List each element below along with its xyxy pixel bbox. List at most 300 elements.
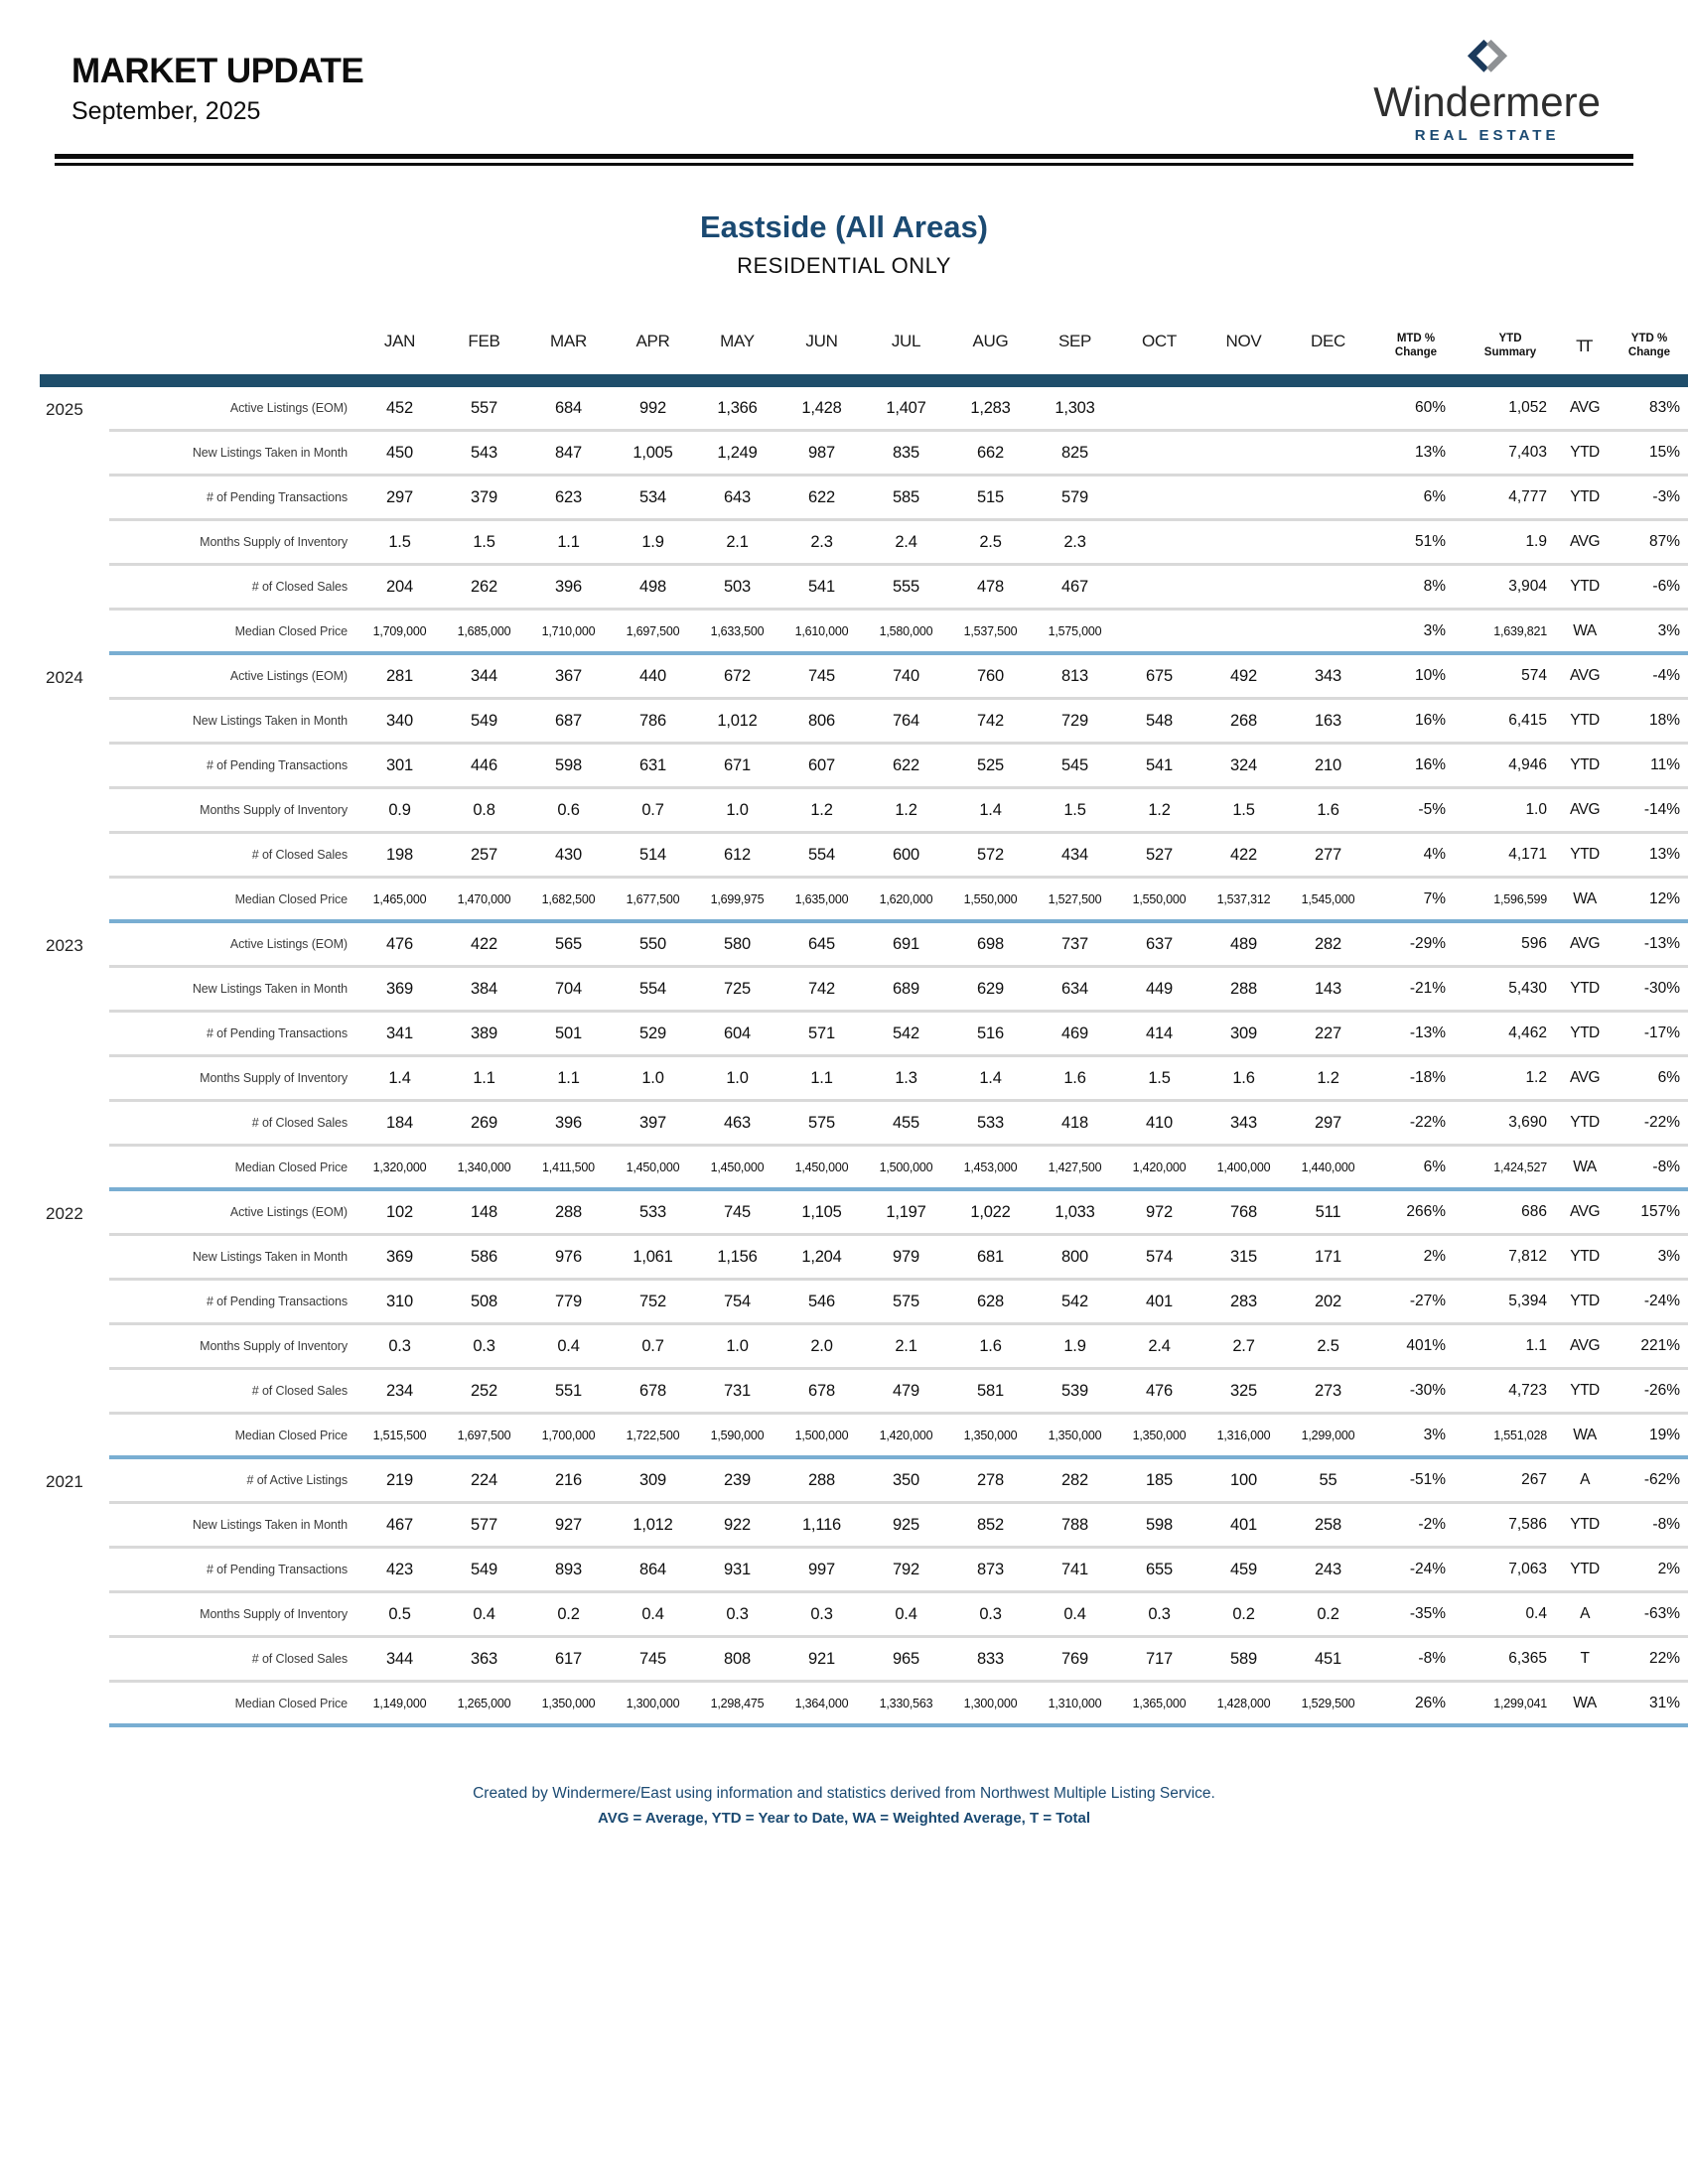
row-label: # of Pending Transactions xyxy=(109,1013,357,1057)
month-value-cell: 410 xyxy=(1117,1102,1201,1147)
area-title: Eastside (All Areas) xyxy=(699,209,989,244)
month-value-cell: 401 xyxy=(1117,1281,1201,1325)
year-label xyxy=(40,611,109,655)
month-value-cell: 689 xyxy=(864,968,948,1013)
month-value-cell: 742 xyxy=(779,968,864,1013)
month-value-cell: 581 xyxy=(948,1370,1033,1415)
month-value-cell: 864 xyxy=(611,1549,695,1593)
ytd-change-cell: 15% xyxy=(1611,432,1688,477)
month-value-cell: 1,303 xyxy=(1033,387,1117,432)
col-header-month: OCT xyxy=(1142,332,1177,350)
ytd-change-cell: 11% xyxy=(1611,745,1688,789)
month-value-cell: 1,620,000 xyxy=(864,879,948,923)
month-value-cell: 1,428 xyxy=(779,387,864,432)
ytd-summary-cell: 4,946 xyxy=(1462,745,1559,789)
month-value-cell: 459 xyxy=(1201,1549,1286,1593)
month-value-cell: 281 xyxy=(357,655,442,700)
report-title: MARKET UPDATE xyxy=(71,52,364,90)
col-header-month: NOV xyxy=(1225,332,1262,350)
ytd-summary-cell: 4,462 xyxy=(1462,1013,1559,1057)
ytd-summary-cell: 1.2 xyxy=(1462,1057,1559,1102)
month-value-cell: 617 xyxy=(526,1638,611,1683)
month-value-cell: 745 xyxy=(611,1638,695,1683)
summary-type-cell: YTD xyxy=(1559,432,1611,477)
month-value-cell: 1,427,500 xyxy=(1033,1147,1117,1191)
month-value-cell: 288 xyxy=(1201,968,1286,1013)
month-value-cell: 1,697,500 xyxy=(442,1415,526,1459)
month-value-cell xyxy=(1286,611,1370,655)
month-value-cell: 227 xyxy=(1286,1013,1370,1057)
col-header-summary: YTD Summary xyxy=(1483,333,1537,358)
month-value-cell: 1,545,000 xyxy=(1286,879,1370,923)
month-value-cell: 1.4 xyxy=(357,1057,442,1102)
year-label xyxy=(40,1370,109,1415)
month-value-cell: 0.2 xyxy=(1286,1593,1370,1638)
year-label xyxy=(40,521,109,566)
month-value-cell xyxy=(1286,566,1370,611)
report-date: September, 2025 xyxy=(71,97,261,125)
month-value-cell: 1,420,000 xyxy=(864,1415,948,1459)
month-value-cell: 1,685,000 xyxy=(442,611,526,655)
ytd-summary-cell: 7,403 xyxy=(1462,432,1559,477)
row-label: Median Closed Price xyxy=(109,1147,357,1191)
month-value-cell: 622 xyxy=(864,745,948,789)
month-value-cell: 467 xyxy=(357,1504,442,1549)
month-value-cell: 479 xyxy=(864,1370,948,1415)
month-value-cell: 542 xyxy=(1033,1281,1117,1325)
month-value-cell: 324 xyxy=(1201,745,1286,789)
month-value-cell: 1,265,000 xyxy=(442,1683,526,1727)
summary-type-cell: YTD xyxy=(1559,566,1611,611)
month-value-cell: 754 xyxy=(695,1281,779,1325)
ytd-change-cell: -4% xyxy=(1611,655,1688,700)
month-value-cell: 1,149,000 xyxy=(357,1683,442,1727)
month-value-cell: 1,411,500 xyxy=(526,1147,611,1191)
month-value-cell: 645 xyxy=(779,923,864,968)
month-value-cell: 0.3 xyxy=(779,1593,864,1638)
mtd-change-cell: -30% xyxy=(1370,1370,1462,1415)
month-value-cell: 0.5 xyxy=(357,1593,442,1638)
month-value-cell: 239 xyxy=(695,1459,779,1504)
month-value-cell: 1.4 xyxy=(948,789,1033,834)
summary-type-cell: YTD xyxy=(1559,1504,1611,1549)
month-value-cell xyxy=(1117,387,1201,432)
footer xyxy=(0,1785,1688,1827)
month-value-cell: 847 xyxy=(526,432,611,477)
row-label: Active Listings (EOM) xyxy=(109,923,357,968)
summary-type-cell: A xyxy=(1559,1459,1611,1504)
month-value-cell: 1,249 xyxy=(695,432,779,477)
month-value-cell: 637 xyxy=(1117,923,1201,968)
month-value-cell: 542 xyxy=(864,1013,948,1057)
month-value-cell: 976 xyxy=(526,1236,611,1281)
row-label: # of Pending Transactions xyxy=(109,1549,357,1593)
row-label: # of Pending Transactions xyxy=(109,1281,357,1325)
month-value-cell: 315 xyxy=(1201,1236,1286,1281)
month-value-cell: 1,400,000 xyxy=(1201,1147,1286,1191)
month-value-cell: 100 xyxy=(1201,1459,1286,1504)
month-value-cell: 1,365,000 xyxy=(1117,1683,1201,1727)
col-header-label-spacer xyxy=(109,319,357,374)
summary-type-cell: YTD xyxy=(1559,968,1611,1013)
month-value-cell: 612 xyxy=(695,834,779,879)
month-value-cell: 549 xyxy=(442,700,526,745)
month-value-cell: 571 xyxy=(779,1013,864,1057)
month-value-cell: 2.3 xyxy=(1033,521,1117,566)
month-value-cell: 0.4 xyxy=(442,1593,526,1638)
month-value-cell: 813 xyxy=(1033,655,1117,700)
month-value-cell: 350 xyxy=(864,1459,948,1504)
col-header-month: JUN xyxy=(805,332,838,350)
month-value-cell: 0.4 xyxy=(864,1593,948,1638)
month-value-cell: 389 xyxy=(442,1013,526,1057)
month-value-cell: 1.6 xyxy=(1286,789,1370,834)
row-label: Active Listings (EOM) xyxy=(109,1191,357,1236)
month-value-cell: 779 xyxy=(526,1281,611,1325)
year-label xyxy=(40,1147,109,1191)
row-label: # of Closed Sales xyxy=(109,1638,357,1683)
month-value-cell: 725 xyxy=(695,968,779,1013)
mtd-change-cell: -2% xyxy=(1370,1504,1462,1549)
year-label xyxy=(40,700,109,745)
row-label: Median Closed Price xyxy=(109,879,357,923)
month-value-cell: 921 xyxy=(779,1638,864,1683)
month-value-cell: 623 xyxy=(526,477,611,521)
summary-type-cell: AVG xyxy=(1559,1057,1611,1102)
month-value-cell: 343 xyxy=(1286,655,1370,700)
ytd-change-cell: -63% xyxy=(1611,1593,1688,1638)
month-value-cell: 516 xyxy=(948,1013,1033,1057)
month-value-cell: 835 xyxy=(864,432,948,477)
month-value-cell: 931 xyxy=(695,1549,779,1593)
month-value-cell: 852 xyxy=(948,1504,1033,1549)
ytd-change-cell: -8% xyxy=(1611,1147,1688,1191)
mtd-change-cell: -13% xyxy=(1370,1013,1462,1057)
mtd-change-cell: 26% xyxy=(1370,1683,1462,1727)
month-value-cell: 1,197 xyxy=(864,1191,948,1236)
month-value-cell: 965 xyxy=(864,1638,948,1683)
table-header-rule xyxy=(40,374,1688,387)
month-value-cell: 579 xyxy=(1033,477,1117,521)
year-label: 2023 xyxy=(46,935,83,955)
month-value-cell: 243 xyxy=(1286,1549,1370,1593)
month-value-cell: 873 xyxy=(948,1549,1033,1593)
month-value-cell: 1,633,500 xyxy=(695,611,779,655)
year-label: 2021 xyxy=(46,1471,83,1491)
month-value-cell: 729 xyxy=(1033,700,1117,745)
mtd-change-cell: -8% xyxy=(1370,1638,1462,1683)
col-header-month: MAR xyxy=(550,332,587,350)
month-value-cell: 672 xyxy=(695,655,779,700)
ytd-summary-cell: 686 xyxy=(1462,1191,1559,1236)
month-value-cell: 0.9 xyxy=(357,789,442,834)
month-value-cell xyxy=(1117,566,1201,611)
mtd-change-cell: 3% xyxy=(1370,1415,1462,1459)
month-value-cell: 806 xyxy=(779,700,864,745)
month-value-cell: 0.2 xyxy=(1201,1593,1286,1638)
month-value-cell: 554 xyxy=(611,968,695,1013)
month-value-cell: 1.0 xyxy=(611,1057,695,1102)
month-value-cell: 469 xyxy=(1033,1013,1117,1057)
month-value-cell: 268 xyxy=(1201,700,1286,745)
year-label xyxy=(40,477,109,521)
mtd-change-cell: 6% xyxy=(1370,1147,1462,1191)
month-value-cell: 1.2 xyxy=(1286,1057,1370,1102)
ytd-change-cell: 3% xyxy=(1611,1236,1688,1281)
month-value-cell: 55 xyxy=(1286,1459,1370,1504)
month-value-cell: 575 xyxy=(864,1281,948,1325)
month-value-cell: 384 xyxy=(442,968,526,1013)
month-value-cell: 273 xyxy=(1286,1370,1370,1415)
month-value-cell: 184 xyxy=(357,1102,442,1147)
mtd-change-cell: 16% xyxy=(1370,700,1462,745)
month-value-cell: 309 xyxy=(1201,1013,1286,1057)
month-value-cell: 492 xyxy=(1201,655,1286,700)
year-label xyxy=(40,745,109,789)
mtd-change-cell: 16% xyxy=(1370,745,1462,789)
month-value-cell: 282 xyxy=(1033,1459,1117,1504)
ytd-summary-cell: 4,171 xyxy=(1462,834,1559,879)
ytd-change-cell: -24% xyxy=(1611,1281,1688,1325)
mtd-change-cell: 6% xyxy=(1370,477,1462,521)
month-value-cell: 143 xyxy=(1286,968,1370,1013)
ytd-change-cell: -6% xyxy=(1611,566,1688,611)
month-value-cell xyxy=(1117,611,1201,655)
ytd-summary-cell: 3,904 xyxy=(1462,566,1559,611)
month-value-cell xyxy=(1201,432,1286,477)
month-value-cell: 987 xyxy=(779,432,864,477)
month-value-cell: 925 xyxy=(864,1504,948,1549)
month-value-cell: 678 xyxy=(779,1370,864,1415)
mtd-change-cell: -27% xyxy=(1370,1281,1462,1325)
month-value-cell: 1,590,000 xyxy=(695,1415,779,1459)
month-value-cell: 1,550,000 xyxy=(948,879,1033,923)
month-value-cell: 0.4 xyxy=(526,1325,611,1370)
month-value-cell: 515 xyxy=(948,477,1033,521)
ytd-summary-cell: 596 xyxy=(1462,923,1559,968)
month-value-cell: 309 xyxy=(611,1459,695,1504)
month-value-cell: 340 xyxy=(357,700,442,745)
month-value-cell: 549 xyxy=(442,1549,526,1593)
month-value-cell: 1,500,000 xyxy=(779,1415,864,1459)
month-value-cell: 1,527,500 xyxy=(1033,879,1117,923)
month-value-cell xyxy=(1117,521,1201,566)
month-value-cell: 1.5 xyxy=(1117,1057,1201,1102)
month-value-cell: 489 xyxy=(1201,923,1286,968)
row-label: # of Closed Sales xyxy=(109,834,357,879)
month-value-cell: 397 xyxy=(611,1102,695,1147)
month-value-cell: 529 xyxy=(611,1013,695,1057)
month-value-cell: 1,635,000 xyxy=(779,879,864,923)
row-label: New Listings Taken in Month xyxy=(109,432,357,477)
month-value-cell: 607 xyxy=(779,745,864,789)
ytd-summary-cell: 3,690 xyxy=(1462,1102,1559,1147)
month-value-cell xyxy=(1286,432,1370,477)
ytd-change-cell: 221% xyxy=(1611,1325,1688,1370)
month-value-cell xyxy=(1286,477,1370,521)
summary-type-cell: YTD xyxy=(1559,745,1611,789)
month-value-cell: 1,580,000 xyxy=(864,611,948,655)
month-value-cell: 550 xyxy=(611,923,695,968)
row-label: # of Closed Sales xyxy=(109,1370,357,1415)
month-value-cell: 0.3 xyxy=(1117,1593,1201,1638)
summary-type-cell: AVG xyxy=(1559,789,1611,834)
month-value-cell: 745 xyxy=(695,1191,779,1236)
row-label: Months Supply of Inventory xyxy=(109,1593,357,1638)
col-header-month: JUL xyxy=(891,332,921,350)
month-value-cell: 1,677,500 xyxy=(611,879,695,923)
month-value-cell: 2.1 xyxy=(864,1325,948,1370)
summary-type-cell: YTD xyxy=(1559,1013,1611,1057)
month-value-cell: 204 xyxy=(357,566,442,611)
row-label: Median Closed Price xyxy=(109,1683,357,1727)
month-value-cell: 1,022 xyxy=(948,1191,1033,1236)
row-label: # of Pending Transactions xyxy=(109,477,357,521)
row-label: # of Pending Transactions xyxy=(109,745,357,789)
month-value-cell: 301 xyxy=(357,745,442,789)
col-header-summary: MTD % Change xyxy=(1394,333,1438,358)
row-label: Months Supply of Inventory xyxy=(109,1057,357,1102)
month-value-cell: 446 xyxy=(442,745,526,789)
row-label: Active Listings (EOM) xyxy=(109,387,357,432)
ytd-summary-cell: 6,415 xyxy=(1462,700,1559,745)
summary-type-cell: YTD xyxy=(1559,1236,1611,1281)
month-value-cell: 572 xyxy=(948,834,1033,879)
month-value-cell: 0.8 xyxy=(442,789,526,834)
month-value-cell: 740 xyxy=(864,655,948,700)
year-label xyxy=(40,834,109,879)
ytd-change-cell: 12% xyxy=(1611,879,1688,923)
month-value-cell: 598 xyxy=(526,745,611,789)
ytd-summary-cell: 1.1 xyxy=(1462,1325,1559,1370)
year-label xyxy=(40,432,109,477)
month-value-cell: 527 xyxy=(1117,834,1201,879)
ytd-change-cell: -30% xyxy=(1611,968,1688,1013)
month-value-cell: 1,364,000 xyxy=(779,1683,864,1727)
month-value-cell: 297 xyxy=(357,477,442,521)
ytd-change-cell: 31% xyxy=(1611,1683,1688,1727)
month-value-cell: 498 xyxy=(611,566,695,611)
month-value-cell: 297 xyxy=(1286,1102,1370,1147)
month-value-cell: 1,610,000 xyxy=(779,611,864,655)
month-value-cell: 1,428,000 xyxy=(1201,1683,1286,1727)
mtd-change-cell: 13% xyxy=(1370,432,1462,477)
month-value-cell: 684 xyxy=(526,387,611,432)
month-value-cell: 2.0 xyxy=(779,1325,864,1370)
ytd-summary-cell: 5,430 xyxy=(1462,968,1559,1013)
ytd-summary-cell: 1,551,028 xyxy=(1462,1415,1559,1459)
month-value-cell: 589 xyxy=(1201,1638,1286,1683)
month-value-cell: 0.4 xyxy=(1033,1593,1117,1638)
ytd-summary-cell: 1,424,527 xyxy=(1462,1147,1559,1191)
mtd-change-cell: 51% xyxy=(1370,521,1462,566)
month-value-cell: 257 xyxy=(442,834,526,879)
month-value-cell: 808 xyxy=(695,1638,779,1683)
row-label: # of Closed Sales xyxy=(109,1102,357,1147)
month-value-cell: 1,550,000 xyxy=(1117,879,1201,923)
month-value-cell xyxy=(1286,521,1370,566)
month-value-cell: 1,450,000 xyxy=(779,1147,864,1191)
ytd-change-cell: 18% xyxy=(1611,700,1688,745)
month-value-cell: 752 xyxy=(611,1281,695,1325)
month-value-cell xyxy=(1201,521,1286,566)
month-value-cell: 501 xyxy=(526,1013,611,1057)
logo-brand-text: Windermere xyxy=(1373,78,1601,125)
month-value-cell: 598 xyxy=(1117,1504,1201,1549)
month-value-cell: 1,407 xyxy=(864,387,948,432)
ytd-change-cell: 6% xyxy=(1611,1057,1688,1102)
summary-type-cell: T xyxy=(1559,1638,1611,1683)
month-value-cell: 148 xyxy=(442,1191,526,1236)
ytd-summary-cell: 1.0 xyxy=(1462,789,1559,834)
market-data-table xyxy=(40,319,1688,1727)
month-value-cell: 541 xyxy=(779,566,864,611)
col-header-month: AUG xyxy=(972,332,1009,350)
year-label xyxy=(40,879,109,923)
summary-type-cell: YTD xyxy=(1559,834,1611,879)
month-value-cell: 1.1 xyxy=(526,1057,611,1102)
summary-type-cell: AVG xyxy=(1559,923,1611,968)
ytd-summary-cell: 574 xyxy=(1462,655,1559,700)
row-label: Median Closed Price xyxy=(109,1415,357,1459)
month-value-cell: 452 xyxy=(357,387,442,432)
month-value-cell: 687 xyxy=(526,700,611,745)
ytd-change-cell: -14% xyxy=(1611,789,1688,834)
month-value-cell: 463 xyxy=(695,1102,779,1147)
month-value-cell: 514 xyxy=(611,834,695,879)
summary-type-cell: WA xyxy=(1559,1683,1611,1727)
mtd-change-cell: -18% xyxy=(1370,1057,1462,1102)
month-value-cell: 467 xyxy=(1033,566,1117,611)
ytd-change-cell: -8% xyxy=(1611,1504,1688,1549)
month-value-cell: 1.6 xyxy=(1201,1057,1286,1102)
month-value-cell: 1,156 xyxy=(695,1236,779,1281)
residential-subtitle: RESIDENTIAL ONLY xyxy=(737,253,951,278)
month-value-cell: 1,537,500 xyxy=(948,611,1033,655)
month-value-cell: 833 xyxy=(948,1638,1033,1683)
month-value-cell: 1,310,000 xyxy=(1033,1683,1117,1727)
summary-type-cell: WA xyxy=(1559,611,1611,655)
month-value-cell: 1.0 xyxy=(695,789,779,834)
month-value-cell: 745 xyxy=(779,655,864,700)
ytd-summary-cell: 1,639,821 xyxy=(1462,611,1559,655)
month-value-cell: 577 xyxy=(442,1504,526,1549)
month-value-cell: 1,575,000 xyxy=(1033,611,1117,655)
ytd-change-cell: 13% xyxy=(1611,834,1688,879)
ytd-change-cell: -13% xyxy=(1611,923,1688,968)
month-value-cell: 430 xyxy=(526,834,611,879)
month-value-cell: 631 xyxy=(611,745,695,789)
month-value-cell: 277 xyxy=(1286,834,1370,879)
month-value-cell xyxy=(1201,477,1286,521)
month-value-cell: 2.4 xyxy=(1117,1325,1201,1370)
month-value-cell: 792 xyxy=(864,1549,948,1593)
month-value-cell: 341 xyxy=(357,1013,442,1057)
year-label xyxy=(40,1415,109,1459)
month-value-cell: 997 xyxy=(779,1549,864,1593)
year-label xyxy=(40,968,109,1013)
ytd-change-cell: -22% xyxy=(1611,1102,1688,1147)
month-value-cell: 541 xyxy=(1117,745,1201,789)
month-value-cell: 367 xyxy=(526,655,611,700)
month-value-cell: 629 xyxy=(948,968,1033,1013)
col-header-month: APR xyxy=(635,332,670,350)
month-value-cell xyxy=(1117,477,1201,521)
month-value-cell: 476 xyxy=(357,923,442,968)
mtd-change-cell: 266% xyxy=(1370,1191,1462,1236)
month-value-cell xyxy=(1201,611,1286,655)
month-value-cell: 628 xyxy=(948,1281,1033,1325)
